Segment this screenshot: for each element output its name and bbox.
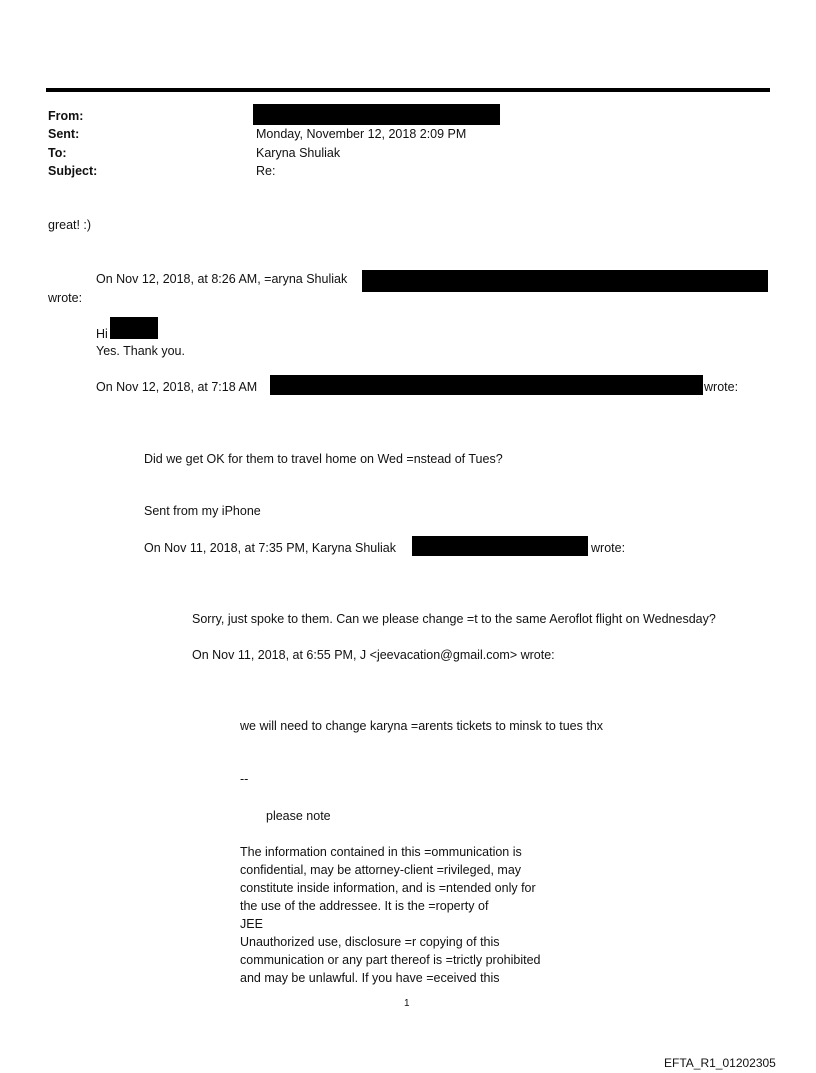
subject-label: Subject:	[48, 164, 98, 178]
quote1-hi: Hi	[96, 327, 108, 341]
header-rule	[46, 88, 770, 92]
quote4-message: we will need to change karyna =arents tickets to minsk to tues thx	[240, 719, 604, 733]
quote2-sent-from: Sent from my iPhone	[144, 504, 261, 518]
quote4-header: On Nov 11, 2018, at 6:55 PM, J <jeevacation@gmail.com> wrote:	[192, 648, 555, 662]
disclaimer-line: The information contained in this =ommunication is	[240, 845, 522, 859]
disclaimer-line: constitute inside information, and is =ntended only for	[240, 881, 536, 895]
redacted-from	[253, 104, 500, 125]
redacted-email-1	[362, 270, 768, 292]
redacted-email-3	[412, 536, 588, 556]
quote2-question: Did we get OK for them to travel home on Wed =nstead of Tues?	[144, 452, 503, 466]
quote1-thanks: Yes. Thank you.	[96, 344, 185, 358]
signature-note: please note	[266, 809, 331, 823]
disclaimer-line: confidential, may be attorney-client =rivileged, may	[240, 863, 522, 877]
to-value: Karyna Shuliak	[256, 146, 341, 160]
quote3-wrote: wrote:	[591, 541, 626, 555]
reply-text: great! :)	[48, 218, 92, 232]
sent-label: Sent:	[48, 127, 80, 141]
sent-value: Monday, November 12, 2018 2:09 PM	[256, 127, 467, 141]
subject-value: Re:	[256, 164, 276, 178]
quote3-header: On Nov 11, 2018, at 7:35 PM, Karyna Shuliak	[144, 541, 396, 555]
document-id: EFTA_R1_01202305	[664, 1056, 776, 1070]
quote2-header: On Nov 12, 2018, at 7:18 AM	[96, 380, 258, 394]
disclaimer-line: the use of the addressee. It is the =roperty of	[240, 899, 489, 913]
disclaimer-line: and may be unlawful. If you have =eceived this	[240, 971, 500, 985]
quote2-wrote: wrote:	[704, 380, 739, 394]
redacted-email-2	[270, 375, 703, 395]
redacted-name	[110, 317, 158, 339]
quote1-wrote: wrote:	[48, 291, 83, 305]
from-label: From:	[48, 109, 84, 123]
quote1-header: On Nov 12, 2018, at 8:26 AM, =aryna Shuliak	[96, 272, 348, 286]
to-label: To:	[48, 146, 67, 160]
disclaimer-line: JEE	[240, 917, 263, 931]
disclaimer-line: Unauthorized use, disclosure =r copying of this	[240, 935, 500, 949]
page-number: 1	[404, 998, 410, 1009]
signature-dashes: --	[240, 772, 249, 786]
quote3-message: Sorry, just spoke to them. Can we please change =t to the same Aeroflot flight on Wednesday?	[192, 612, 716, 626]
disclaimer-line: communication or any part thereof is =trictly prohibited	[240, 953, 541, 967]
